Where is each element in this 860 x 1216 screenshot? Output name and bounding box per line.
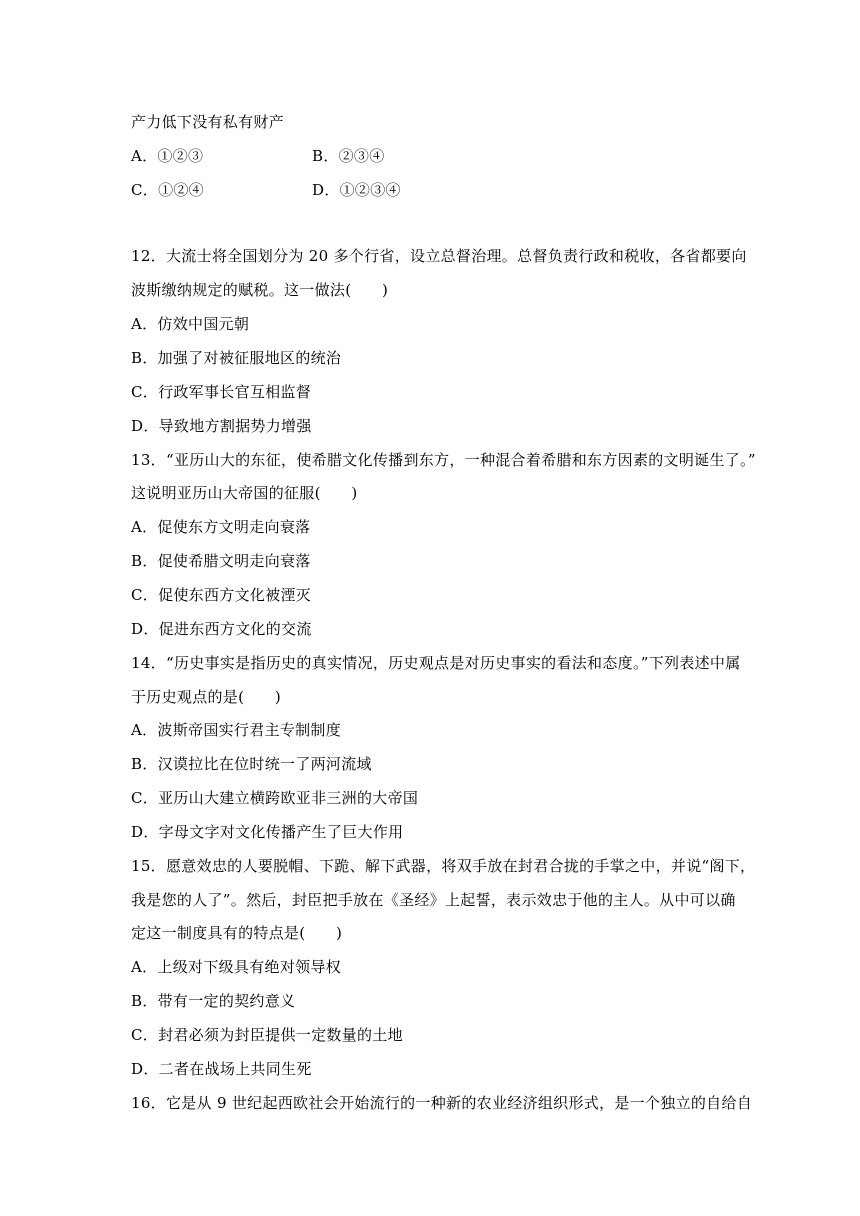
q11-option-b: B．②③④ — [312, 147, 385, 165]
q12-option-c: C．行政军事长官互相监督 — [131, 383, 312, 401]
q13-option-b: B．促使希腊文明走向衰落 — [131, 552, 311, 570]
q12-option-b: B．加强了对被征服地区的统治 — [131, 349, 342, 367]
q12-option-d: D．导致地方割据势力增强 — [131, 417, 312, 435]
q13-stem-line-1: 13．“亚历山大的东征，使希腊文化传播到东方，一种混合着希腊和东方因素的文明诞生了。” — [131, 451, 756, 469]
q13-option-d: D．促进东西方文化的交流 — [131, 620, 312, 638]
q14-option-d: D．字母文字对文化传播产生了巨大作用 — [131, 823, 404, 841]
q13-option-c: C．促使东西方文化被湮灭 — [131, 586, 312, 604]
q14-option-c: C．亚历山大建立横跨欧亚非三洲的大帝国 — [131, 789, 419, 807]
q13-stem-line-2: 这说明亚历山大帝国的征服( ) — [131, 484, 358, 502]
q11-stem-continuation: 产力低下没有私有财产 — [131, 113, 285, 131]
q13-option-a: A．促使东方文明走向衰落 — [131, 518, 311, 536]
q12-option-a: A．仿效中国元朝 — [131, 315, 250, 333]
q14-option-b: B．汉谟拉比在位时统一了两河流域 — [131, 755, 372, 773]
q15-option-b: B．带有一定的契约意义 — [131, 992, 296, 1010]
q11-option-d: D．①②③④ — [312, 181, 401, 199]
q14-stem-line-2: 于历史观点的是( ) — [131, 688, 282, 706]
q14-stem-line-1: 14．“历史事实是指历史的真实情况，历史观点是对历史事实的看法和态度。”下列表述中属 — [131, 654, 741, 672]
q11-option-c: C．①②④ — [131, 181, 204, 199]
q15-stem-line-2: 我是您的人了”。然后，封臣把手放在《圣经》上起誓，表示效忠于他的主人。从中可以确 — [131, 891, 736, 909]
q14-option-a: A．波斯帝国实行君主专制制度 — [131, 721, 342, 739]
q11-option-a: A．①②③ — [131, 147, 204, 165]
q15-option-c: C．封君必须为封臣提供一定数量的土地 — [131, 1026, 403, 1044]
q15-option-d: D．二者在战场上共同生死 — [131, 1060, 312, 1078]
q16-stem-line-1: 16．它是从 9 世纪起西欧社会开始流行的一种新的农业经济组织形式，是一个独立的自给自 — [131, 1094, 753, 1112]
q15-stem-line-1: 15．愿意效忠的人要脱帽、下跪、解下武器，将双手放在封君合拢的手掌之中，并说“阁下， — [131, 857, 756, 875]
q15-option-a: A．上级对下级具有绝对领导权 — [131, 958, 342, 976]
q15-stem-line-3: 定这一制度具有的特点是( ) — [131, 924, 343, 942]
q12-stem-line-2: 波斯缴纳规定的赋税。这一做法( ) — [131, 281, 389, 299]
q12-stem-line-1: 12．大流士将全国划分为 20 多个行省，设立总督治理。总督负责行政和税收，各省都要向 — [131, 247, 747, 265]
